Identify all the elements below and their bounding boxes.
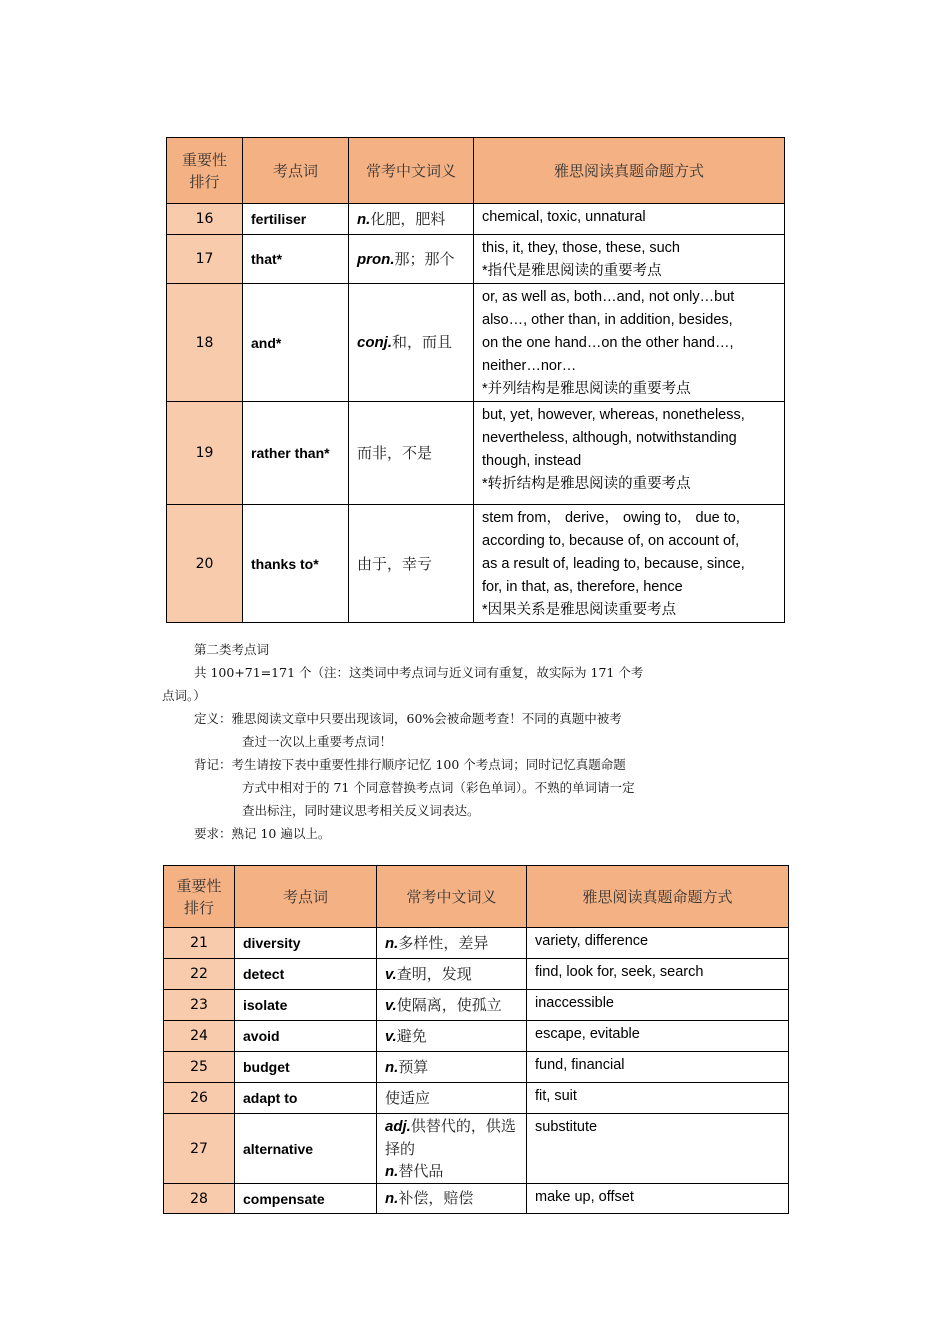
pos-label: n. — [385, 1162, 399, 1180]
word-cell: rather than* — [243, 402, 349, 505]
notes-heading: 第二类考点词 — [194, 642, 270, 657]
word-cell: thanks to* — [243, 505, 349, 623]
meaning-cell — [377, 1083, 527, 1114]
header-word: 考点词 — [243, 138, 349, 204]
pos-label: v. — [385, 965, 397, 983]
rank-cell: 25 — [164, 1052, 235, 1083]
table-header-row — [164, 866, 789, 928]
meaning-cell — [377, 1052, 527, 1083]
meaning-text: 由于，幸亏 — [357, 554, 433, 573]
mode-line: as a result of, leading to, because, since, — [482, 556, 745, 572]
category-notes — [162, 638, 762, 845]
mode-line: variety, difference — [535, 933, 649, 949]
meaning-text: 那；那个 — [394, 249, 455, 268]
rank-cell: 17 — [167, 235, 243, 284]
mode-line: find, look for, seek, search — [535, 964, 704, 980]
mode-line: nevertheless, although, notwithstanding — [482, 430, 737, 446]
pos-label: v. — [385, 996, 397, 1014]
notes-memorize-cont: 方式中相对于的 71 个同意替换考点词（彩色单词）。不熟的单词请一定 — [242, 780, 635, 795]
mode-cell — [527, 1184, 789, 1214]
pos-label: pron. — [357, 250, 395, 268]
rank-cell: 24 — [164, 1021, 235, 1052]
notes-requirement: 要求：熟记 10 遍以上。 — [194, 826, 331, 841]
table-row — [164, 1021, 789, 1052]
meaning-cell — [377, 990, 527, 1021]
mode-line: neither…nor… — [482, 358, 577, 374]
header-meaning: 常考中文词义 — [349, 138, 474, 204]
mode-note: *并列结构是雅思阅读的重要考点 — [482, 381, 691, 397]
rank-cell: 26 — [164, 1083, 235, 1114]
notes-memorize-cont: 查出标注，同时建议思考相关反义词表达。 — [242, 803, 480, 818]
mode-line: escape, evitable — [535, 1026, 640, 1042]
vocab-table-16-20 — [166, 137, 785, 623]
rank-cell: 28 — [164, 1184, 235, 1214]
pos-label: n. — [385, 1058, 399, 1076]
rank-cell: 27 — [164, 1114, 235, 1184]
table-row — [167, 204, 785, 235]
table-row — [164, 1114, 789, 1184]
pos-label: v. — [385, 1027, 397, 1045]
pos-label: adj. — [385, 1117, 411, 1135]
mode-cell — [474, 235, 785, 284]
pos-label: n. — [385, 934, 399, 952]
table-row — [164, 1083, 789, 1114]
meaning-cell — [377, 928, 527, 959]
mode-cell — [527, 990, 789, 1021]
word-cell: and* — [243, 284, 349, 402]
table-header-row — [167, 138, 785, 204]
meaning-text: 使隔离，使孤立 — [396, 995, 502, 1014]
word-cell: detect — [235, 959, 377, 990]
word-cell: that* — [243, 235, 349, 284]
rank-cell: 19 — [167, 402, 243, 505]
meaning-text: 供替代的，供选择的 — [385, 1116, 516, 1158]
table-row — [167, 284, 785, 402]
word-cell: isolate — [235, 990, 377, 1021]
mode-line: but, yet, however, whereas, nonetheless, — [482, 407, 745, 423]
notes-definition-cont: 查过一次以上重要考点词！ — [242, 734, 393, 749]
mode-line: though, instead — [482, 453, 582, 469]
table-row — [167, 402, 785, 505]
table-row — [164, 1184, 789, 1214]
rank-cell: 22 — [164, 959, 235, 990]
rank-cell: 23 — [164, 990, 235, 1021]
table-row — [167, 505, 785, 623]
mode-note: *因果关系是雅思阅读重要考点 — [482, 602, 677, 618]
header-rank: 重要性 排行 — [167, 138, 243, 204]
notes-memorize: 背记：考生请按下表中重要性排行顺序记忆 100 个考点词；同时记忆真题命题 — [194, 757, 626, 772]
mode-cell — [527, 1083, 789, 1114]
mode-line: fit, suit — [535, 1088, 577, 1104]
meaning-cell — [349, 235, 474, 284]
mode-line: this, it, they, those, these, such — [482, 240, 681, 256]
meaning-cell — [349, 284, 474, 402]
meaning-text: 替代品 — [398, 1161, 444, 1180]
rank-cell: 21 — [164, 928, 235, 959]
rank-cell: 16 — [167, 204, 243, 235]
meaning-cell — [349, 402, 474, 505]
mode-cell — [527, 959, 789, 990]
rank-cell: 18 — [167, 284, 243, 402]
word-cell: diversity — [235, 928, 377, 959]
pos-label: n. — [385, 1190, 399, 1207]
meaning-cell — [349, 505, 474, 623]
meaning-text: 查明，发现 — [396, 964, 472, 983]
meaning-text: 和，而且 — [392, 333, 453, 351]
header-rank: 重要性 排行 — [164, 866, 235, 928]
table-row — [164, 1052, 789, 1083]
word-cell: fertiliser — [243, 204, 349, 235]
mode-note: *指代是雅思阅读的重要考点 — [482, 263, 662, 279]
meaning-text: 避免 — [396, 1026, 427, 1045]
notes-definition: 定义：雅思阅读文章中只要出现该词，60%会被命题考查！不同的真题中被考 — [194, 711, 622, 726]
mode-line: or, as well as, both…and, not only…but — [482, 289, 735, 305]
mode-cell — [474, 402, 785, 505]
meaning-cell — [349, 204, 474, 235]
word-cell: compensate — [235, 1184, 377, 1214]
meaning-text: 使适应 — [385, 1089, 431, 1107]
word-cell: avoid — [235, 1021, 377, 1052]
header-meaning: 常考中文词义 — [377, 866, 527, 928]
meaning-cell — [377, 1114, 527, 1184]
meaning-text: 预算 — [398, 1057, 429, 1076]
mode-line: fund, financial — [535, 1057, 625, 1073]
table-row — [164, 928, 789, 959]
mode-line: on the one hand…on the other hand…, — [482, 335, 734, 351]
meaning-text: 补偿，赔偿 — [398, 1189, 474, 1207]
table-row — [164, 990, 789, 1021]
mode-cell — [527, 928, 789, 959]
rank-cell: 20 — [167, 505, 243, 623]
meaning-text: 多样性，差异 — [398, 933, 489, 952]
mode-line: also…, other than, in addition, besides, — [482, 312, 733, 328]
mode-cell — [527, 1114, 789, 1184]
mode-cell — [474, 505, 785, 623]
pos-label: n. — [357, 210, 371, 228]
header-word: 考点词 — [235, 866, 377, 928]
table-row — [167, 235, 785, 284]
header-mode: 雅思阅读真题命题方式 — [527, 866, 789, 928]
mode-line: chemical, toxic, unnatural — [482, 209, 646, 225]
table-row — [164, 959, 789, 990]
mode-line: substitute — [535, 1119, 598, 1135]
mode-line: inaccessible — [535, 995, 614, 1011]
mode-cell — [527, 1021, 789, 1052]
word-cell: adapt to — [235, 1083, 377, 1114]
mode-line: for, in that, as, therefore, hence — [482, 579, 683, 595]
meaning-cell — [377, 1021, 527, 1052]
mode-cell — [474, 204, 785, 235]
meaning-text: 而非，不是 — [357, 444, 433, 462]
meaning-cell — [377, 1184, 527, 1214]
pos-label: conj. — [357, 334, 393, 351]
notes-count: 共 100+71=171 个（注：这类词中考点词与近义词有重复，故实际为 171 个考 — [194, 665, 644, 680]
notes-count-cont: 点词。） — [162, 688, 206, 703]
meaning-cell — [377, 959, 527, 990]
vocab-table-21-28 — [163, 865, 789, 1214]
mode-cell — [527, 1052, 789, 1083]
mode-line: make up, offset — [535, 1189, 634, 1205]
meaning-text: 化肥，肥料 — [370, 209, 446, 228]
word-cell: budget — [235, 1052, 377, 1083]
mode-line: stem from， derive， owing to， due to, — [482, 510, 740, 526]
mode-cell — [474, 284, 785, 402]
header-mode: 雅思阅读真题命题方式 — [474, 138, 785, 204]
mode-note: *转折结构是雅思阅读的重要考点 — [482, 476, 691, 492]
word-cell: alternative — [235, 1114, 377, 1184]
mode-line: according to, because of, on account of, — [482, 533, 740, 549]
